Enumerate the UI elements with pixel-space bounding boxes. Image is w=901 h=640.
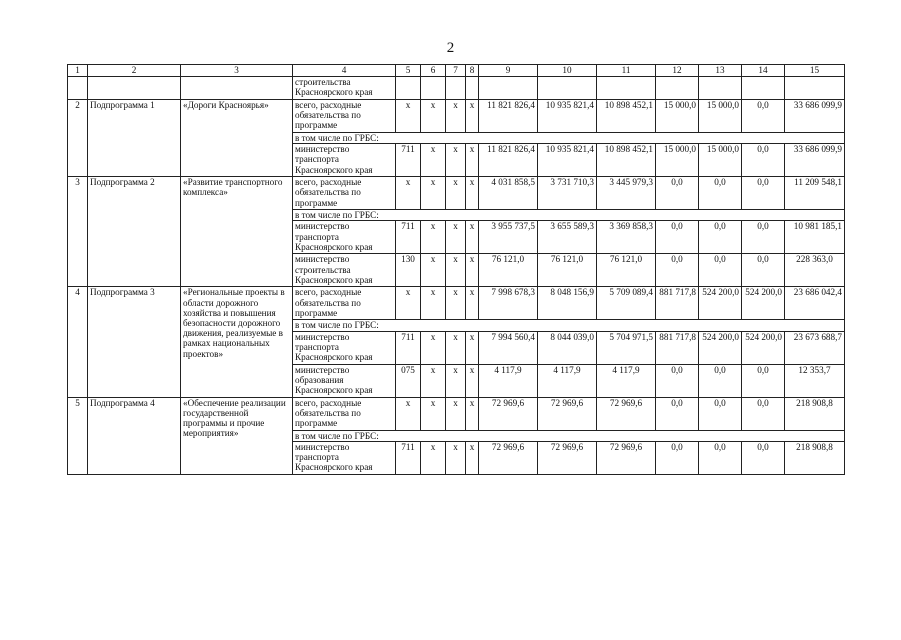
header-cell: 15 bbox=[785, 65, 845, 77]
x-mark: x bbox=[466, 364, 479, 397]
grbs-code: 075 bbox=[396, 364, 421, 397]
x-mark: x bbox=[466, 287, 479, 320]
value-cell: 10 898 452,1 bbox=[597, 144, 656, 177]
value-cell: 72 969,6 bbox=[538, 441, 597, 474]
value-cell: 15 000,0 bbox=[656, 144, 699, 177]
value-cell: 10 935 821,4 bbox=[538, 100, 597, 133]
grbs-name-cell: министерство транспорта Красноярского края bbox=[293, 221, 396, 254]
value-cell: 881 717,8 bbox=[656, 331, 699, 364]
value-cell: 11 821 826,4 bbox=[479, 144, 538, 177]
value-cell: 0,0 bbox=[656, 441, 699, 474]
value-cell: 23 673 688,7 bbox=[785, 331, 845, 364]
value-cell: 524 200,0 bbox=[699, 287, 742, 320]
value-cell: 5 704 971,5 bbox=[597, 331, 656, 364]
x-mark: x bbox=[421, 144, 446, 177]
value-cell: 0,0 bbox=[742, 144, 785, 177]
x-mark: x bbox=[466, 254, 479, 287]
grbs-name-cell: министерство транспорта Красноярского края bbox=[293, 144, 396, 177]
value-cell: 4 031 858,5 bbox=[479, 177, 538, 210]
value-cell: 228 363,0 bbox=[785, 254, 845, 287]
x-mark: x bbox=[446, 287, 466, 320]
header-cell: 11 bbox=[597, 65, 656, 77]
value-cell: 12 353,7 bbox=[785, 364, 845, 397]
header-cell: 5 bbox=[396, 65, 421, 77]
value-cell: 15 000,0 bbox=[699, 144, 742, 177]
total-label: всего, расходные обязательства по программе bbox=[293, 177, 396, 210]
total-label: всего, расходные обязательства по программе bbox=[293, 287, 396, 320]
x-mark: x bbox=[446, 100, 466, 133]
x-mark: x bbox=[466, 397, 479, 430]
x-mark: x bbox=[466, 100, 479, 133]
x-mark: x bbox=[466, 177, 479, 210]
x-mark: x bbox=[446, 364, 466, 397]
x-mark: x bbox=[421, 364, 446, 397]
value-cell: 7 994 560,4 bbox=[479, 331, 538, 364]
value-cell: 33 686 099,9 bbox=[785, 144, 845, 177]
table-row bbox=[68, 177, 845, 210]
x-mark: x bbox=[421, 287, 446, 320]
subprogram-title: «Развитие транспортного комплекса» bbox=[181, 177, 293, 287]
value-cell: 524 200,0 bbox=[742, 331, 785, 364]
x-mark: x bbox=[466, 441, 479, 474]
subprogram-title: «Региональные проекты в области дорожного хозяйства и повышения безопасности дорожного движения, реализуемые в рамках национальных проектов» bbox=[181, 287, 293, 397]
x-mark: x bbox=[396, 287, 421, 320]
value-cell: 0,0 bbox=[656, 397, 699, 430]
value-cell: 72 969,6 bbox=[479, 397, 538, 430]
page-number: 2 bbox=[446, 40, 455, 56]
value-cell: 3 731 710,3 bbox=[538, 177, 597, 210]
value-cell: 23 686 042,4 bbox=[785, 287, 845, 320]
value-cell: 0,0 bbox=[742, 221, 785, 254]
x-mark: x bbox=[421, 331, 446, 364]
x-mark: x bbox=[421, 177, 446, 210]
value-cell: 0,0 bbox=[656, 177, 699, 210]
value-cell: 3 445 979,3 bbox=[597, 177, 656, 210]
value-cell: 218 908,8 bbox=[785, 441, 845, 474]
grbs-name-cell: министерство образования Красноярского края bbox=[293, 364, 396, 397]
row-number: 5 bbox=[68, 397, 88, 474]
value-cell: 8 048 156,9 bbox=[538, 287, 597, 320]
value-cell: 76 121,0 bbox=[597, 254, 656, 287]
x-mark: x bbox=[466, 221, 479, 254]
grbs-subheader: в том числе по ГРБС: bbox=[293, 210, 845, 221]
value-cell: 7 998 678,3 bbox=[479, 287, 538, 320]
value-cell: 72 969,6 bbox=[597, 397, 656, 430]
x-mark: x bbox=[396, 100, 421, 133]
value-cell: 33 686 099,9 bbox=[785, 100, 845, 133]
header-cell: 2 bbox=[88, 65, 181, 77]
x-mark: x bbox=[421, 441, 446, 474]
value-cell: 10 981 185,1 bbox=[785, 221, 845, 254]
x-mark: x bbox=[446, 144, 466, 177]
grbs-code: 711 bbox=[396, 221, 421, 254]
header-cell: 3 bbox=[181, 65, 293, 77]
value-cell: 3 655 589,3 bbox=[538, 221, 597, 254]
row-number: 2 bbox=[68, 100, 88, 177]
grbs-subheader: в том числе по ГРБС: bbox=[293, 320, 845, 331]
grbs-name-cell: строительства Красноярского края bbox=[293, 77, 396, 100]
total-label: всего, расходные обязательства по программе bbox=[293, 100, 396, 133]
value-cell: 10 935 821,4 bbox=[538, 144, 597, 177]
grbs-subheader: в том числе по ГРБС: bbox=[293, 133, 845, 144]
continuation-row bbox=[68, 77, 845, 100]
total-label: всего, расходные обязательства по программе bbox=[293, 397, 396, 430]
x-mark: x bbox=[396, 177, 421, 210]
value-cell: 0,0 bbox=[656, 254, 699, 287]
value-cell: 11 209 548,1 bbox=[785, 177, 845, 210]
grbs-code: 711 bbox=[396, 441, 421, 474]
value-cell: 0,0 bbox=[742, 177, 785, 210]
value-cell: 0,0 bbox=[699, 364, 742, 397]
x-mark: x bbox=[466, 331, 479, 364]
table-row bbox=[68, 100, 845, 133]
value-cell: 0,0 bbox=[656, 221, 699, 254]
value-cell: 0,0 bbox=[742, 441, 785, 474]
subprogram-name: Подпрограмма 3 bbox=[88, 287, 181, 397]
x-mark: x bbox=[421, 221, 446, 254]
value-cell: 72 969,6 bbox=[597, 441, 656, 474]
value-cell: 8 044 039,0 bbox=[538, 331, 597, 364]
grbs-name-cell: министерство транспорта Красноярского края bbox=[293, 331, 396, 364]
header-cell: 4 bbox=[293, 65, 396, 77]
header-cell: 6 bbox=[421, 65, 446, 77]
subprogram-title: «Дороги Красноярья» bbox=[181, 100, 293, 177]
x-mark: x bbox=[446, 254, 466, 287]
grbs-code: 711 bbox=[396, 331, 421, 364]
x-mark: x bbox=[446, 397, 466, 430]
value-cell: 76 121,0 bbox=[479, 254, 538, 287]
value-cell: 72 969,6 bbox=[479, 441, 538, 474]
subprogram-name: Подпрограмма 4 bbox=[88, 397, 181, 474]
value-cell: 76 121,0 bbox=[538, 254, 597, 287]
x-mark: x bbox=[396, 397, 421, 430]
table-row bbox=[68, 287, 845, 320]
x-mark: x bbox=[446, 441, 466, 474]
header-cell: 13 bbox=[699, 65, 742, 77]
header-cell: 1 bbox=[68, 65, 88, 77]
header-cell: 9 bbox=[479, 65, 538, 77]
header-cell: 14 bbox=[742, 65, 785, 77]
x-mark: x bbox=[421, 397, 446, 430]
value-cell: 15 000,0 bbox=[699, 100, 742, 133]
row-number: 3 bbox=[68, 177, 88, 287]
subprogram-name: Подпрограмма 2 bbox=[88, 177, 181, 287]
value-cell: 524 200,0 bbox=[699, 331, 742, 364]
value-cell: 0,0 bbox=[699, 397, 742, 430]
grbs-name-cell: министерство транспорта Красноярского края bbox=[293, 441, 396, 474]
header-row bbox=[68, 65, 845, 77]
budget-table bbox=[67, 64, 845, 475]
value-cell: 15 000,0 bbox=[656, 100, 699, 133]
x-mark: x bbox=[446, 331, 466, 364]
value-cell: 11 821 826,4 bbox=[479, 100, 538, 133]
subprogram-title: «Обеспечение реализации государственной программы и прочие мероприятия» bbox=[181, 397, 293, 474]
value-cell: 0,0 bbox=[742, 364, 785, 397]
value-cell: 5 709 089,4 bbox=[597, 287, 656, 320]
row-number: 4 bbox=[68, 287, 88, 397]
value-cell: 3 369 858,3 bbox=[597, 221, 656, 254]
header-cell: 7 bbox=[446, 65, 466, 77]
header-cell: 10 bbox=[538, 65, 597, 77]
x-mark: x bbox=[446, 177, 466, 210]
grbs-code: 711 bbox=[396, 144, 421, 177]
value-cell: 10 898 452,1 bbox=[597, 100, 656, 133]
value-cell: 4 117,9 bbox=[597, 364, 656, 397]
grbs-name-cell: министерство строительства Красноярского края bbox=[293, 254, 396, 287]
grbs-code: 130 bbox=[396, 254, 421, 287]
header-cell: 8 bbox=[466, 65, 479, 77]
header-cell: 12 bbox=[656, 65, 699, 77]
x-mark: x bbox=[421, 100, 446, 133]
table-row bbox=[68, 397, 845, 430]
value-cell: 881 717,8 bbox=[656, 287, 699, 320]
x-mark: x bbox=[466, 144, 479, 177]
value-cell: 0,0 bbox=[699, 441, 742, 474]
value-cell: 0,0 bbox=[699, 221, 742, 254]
value-cell: 4 117,9 bbox=[479, 364, 538, 397]
value-cell: 72 969,6 bbox=[538, 397, 597, 430]
grbs-subheader: в том числе по ГРБС: bbox=[293, 430, 845, 441]
value-cell: 0,0 bbox=[699, 177, 742, 210]
x-mark: x bbox=[446, 221, 466, 254]
value-cell: 0,0 bbox=[742, 254, 785, 287]
x-mark: x bbox=[421, 254, 446, 287]
value-cell: 0,0 bbox=[742, 397, 785, 430]
subprogram-name: Подпрограмма 1 bbox=[88, 100, 181, 177]
value-cell: 0,0 bbox=[656, 364, 699, 397]
value-cell: 218 908,8 bbox=[785, 397, 845, 430]
value-cell: 3 955 737,5 bbox=[479, 221, 538, 254]
value-cell: 4 117,9 bbox=[538, 364, 597, 397]
value-cell: 0,0 bbox=[699, 254, 742, 287]
value-cell: 524 200,0 bbox=[742, 287, 785, 320]
value-cell: 0,0 bbox=[742, 100, 785, 133]
